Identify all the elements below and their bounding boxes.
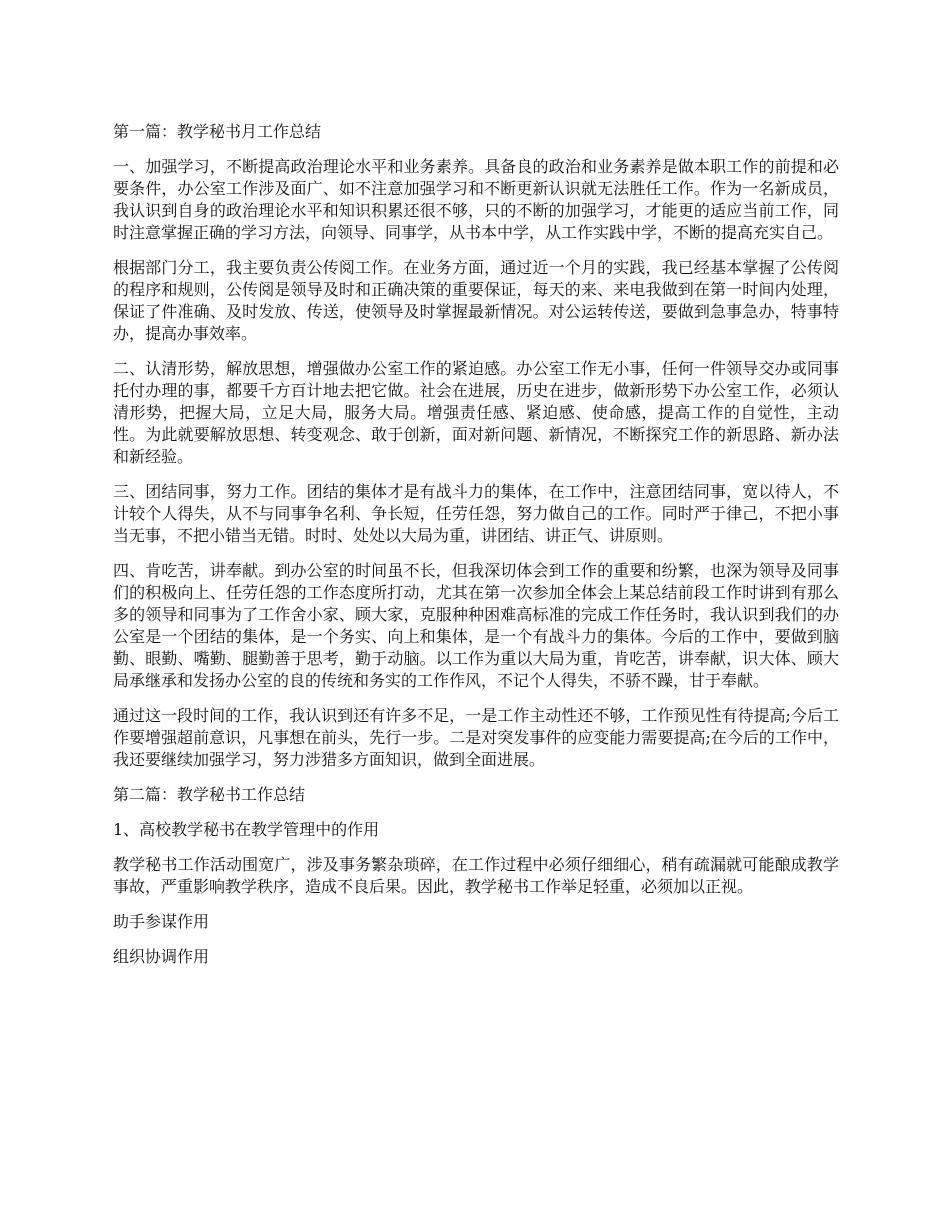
paragraph-study: 一、加强学习，不断提高政治理论水平和业务素养。具备良的政治和业务素养是做本职工作的前提和必要条件，办公室工作涉及面广、如不注意加强学习和不断更新认识就无法胜任工作。作为一名新成员，我认识到自身的政治理论水平和知识积累还很不够，只的不断的加强学习，才能更的适应当前工作，同时注意掌握正确的学习方法，向领导、同事学，从书本中学，从工作实践中学，不断的提高充实自己。: [113, 157, 839, 242]
paragraph-unity: 三、团结同事，努力工作。团结的集体才是有战斗力的集体，在工作中，注意团结同事，宽以待人，不计较个人得失，从不与同事争名利、争长短，任劳任怨，努力做自己的工作。同时严于律己，不把小事当无事，不把小错当无错。时时、处处以大局为重，讲团结、讲正气、讲原则。: [113, 482, 839, 545]
subheading-coordination-role: 组织协调作用: [113, 947, 210, 966]
paragraph-dedication: 四、肯吃苦，讲奉献。到办公室的时间虽不长，但我深切体会到工作的重要和纷繁，也深为领导及同事们的积极向上、任劳任怨的工作态度所打动，尤其在第一次参加全体会上某总结前段工作时讲到有那么多的领导和同事为了工作舍小家、顾大家，克服种种困难高标准的完成工作任务时，我认识到我们的办公室是一个团结的集体，是一个务实、向上和集体，是一个有战斗力的集体。今后的工作中，要做到脑勤、眼勤、嘴勤、腿勤善于思考，勤于动脑。以工作为重以大局为重，肯吃苦，讲奉献，识大体、顾大局承继承和发扬办公室的良的传统和务实的工作作风，不记个人得失，不骄不躁，甘于奉献。: [113, 561, 839, 690]
paragraph-document-circulation: 根据部门分工，我主要负责公传阅工作。在业务方面，通过近一个月的实践，我已经基本掌握了公传阅的程序和规则，公传阅是领导及时和正确决策的重要保证，每天的来、来电我做到在第一时间内处理，保证了件准确、及时发放、传送，使领导及时掌握最新情况。对公运转传送，要做到急事急办，特事特办，提高办事效率。: [113, 258, 839, 343]
subheading-assistant-role: 助手参谋作用: [113, 912, 210, 931]
document-page: [113, 121, 839, 981]
section-title-1: 第一篇：教学秘书月工作总结: [113, 122, 322, 141]
paragraph-shortcomings: 通过这一段时间的工作，我认识到还有许多不足，一是工作主动性还不够，工作预见性有待提高;今后工作要增强超前意识，凡事想在前头，先行一步。二是对突发事件的应变能力需要提高;在今后的工作中，我还要继续加强学习，努力涉猎多方面知识，做到全面进展。: [113, 706, 839, 769]
section-title-2: 第二篇：教学秘书工作总结: [113, 785, 306, 804]
subsection-title-role: 1、高校教学秘书在教学管理中的作用: [113, 820, 380, 839]
paragraph-situation: 二、认清形势，解放思想，增强做办公室工作的紧迫感。办公室工作无小事，任何一件领导交办或同事托付办理的事，都要千方百计地去把它做。社会在进展，历史在进步，做新形势下办公室工作，必须认清形势，把握大局，立足大局，服务大局。增强责任感、紧迫感、使命感，提高工作的自觉性，主动性。为此就要解放思想、转变观念、敢于创新，面对新问题、新情况，不断探究工作的新思路、新办法和新经验。: [113, 359, 839, 466]
paragraph-secretary-work: 教学秘书工作活动围宽广，涉及事务繁杂琐碎，在工作过程中必须仔细细心，稍有疏漏就可能酿成教学事故，严重影响教学秩序，造成不良后果。因此，教学秘书工作举足轻重，必须加以正视。: [113, 855, 839, 896]
